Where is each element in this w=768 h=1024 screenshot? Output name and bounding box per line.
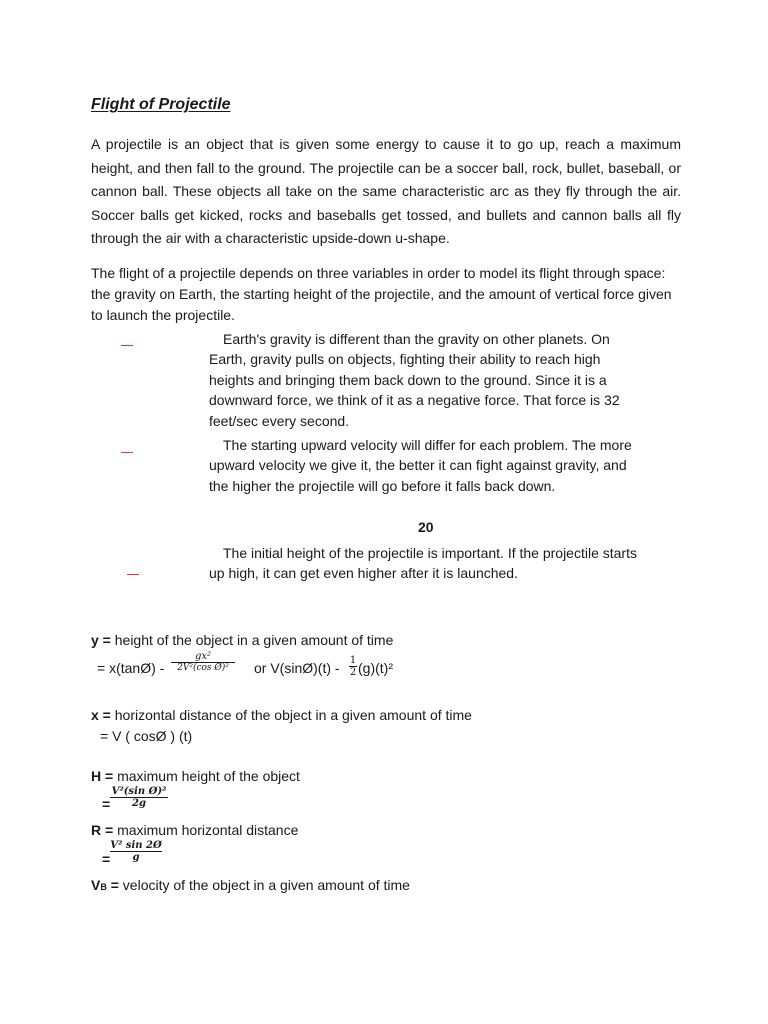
formula-x: = V ( cosØ ) (t) (100, 728, 193, 744)
formula-y-fraction (171, 651, 235, 673)
formula-y-denominator: 2V²(cos Ø)² (177, 663, 229, 673)
symbol-R: R = (91, 822, 114, 838)
definition-R-text: maximum horizontal distance (113, 822, 299, 838)
intro-paragraph: A projectile is an object that is given some energy to cause it to go up, reach a maximum height, and then fall to the ground. The projectile can be a soccer ball, rock, bullet, baseball, or cannon ball. These objects all take on the same characteristic arc as they fly through the air. Soccer balls get kicked, rocks and baseballs get tossed, and bullets and cannon balls all fly through the air with a characteristic upside-down u-shape. (91, 136, 681, 247)
formula-H-equals: = (102, 796, 111, 812)
definition-x-text: horizontal distance of the object in a given amount of time (110, 707, 472, 723)
definition-y (91, 632, 393, 648)
symbol-V-subscript: B (100, 882, 107, 892)
definition-V (91, 877, 410, 893)
half-numerator: 1 (349, 655, 357, 666)
definition-H (91, 768, 300, 784)
page-title: Flight of Projectile (91, 96, 231, 113)
formula-H-fraction (110, 786, 168, 809)
variables-paragraph: The flight of a projectile depends on three variables in order to model its flight through space: the gravity on Earth, the starting height of the projectile, and the amount of vertical force given to launch the projectile. (91, 265, 672, 324)
bullet-gravity: Earth's gravity is different than the gravity on other planets. On Earth, gravity pulls on objects, fighting their ability to reach high heights and bringing them back down to the ground. Since it is a downward force, we think of it as a negative force. That force is 32 feet/sec every second. (209, 331, 620, 429)
symbol-V-equals: = (106, 877, 119, 893)
bullet-dash-2 (121, 452, 133, 453)
bullet-dash-1 (121, 345, 133, 346)
symbol-V: V (91, 877, 101, 893)
definition-H-text: maximum height of the object (113, 768, 300, 784)
definition-V-text: velocity of the object in a given amount of time (118, 877, 410, 893)
half-denominator: 2 (349, 667, 357, 678)
symbol-y: y = (91, 632, 111, 648)
formula-R-numerator: V² sin 2Ø (110, 840, 162, 851)
formula-y-numerator: gx² (194, 651, 212, 662)
formula-R-fraction (110, 840, 162, 863)
formula-half-fraction (349, 655, 357, 678)
symbol-H: H = (91, 768, 114, 784)
formula-y-alternative: or V(sinØ)(t) - (254, 660, 340, 676)
formula-y-lead: = x(tanØ) - (97, 660, 165, 676)
formula-H-numerator: V²(sin Ø)² (111, 786, 167, 797)
symbol-x: x = (91, 707, 111, 723)
definition-x (91, 707, 472, 723)
bullet-dash-3 (127, 574, 139, 575)
page-number: 20 (418, 519, 434, 535)
bullet-velocity: The starting upward velocity will differ for each problem. The more upward velocity we give it, the better it can fight against gravity, and the higher the projectile will go before it falls back down. (209, 437, 632, 494)
formula-R-denominator: g (132, 852, 140, 863)
formula-y-tail: (g)(t)² (358, 660, 393, 676)
bullet-height: The initial height of the projectile is important. If the projectile starts up high, it can get even higher after it is launched. (209, 545, 637, 582)
formula-H-denominator: 2g (132, 798, 146, 809)
formula-R-equals: = (102, 851, 111, 867)
definition-y-text: height of the object in a given amount of time (110, 632, 394, 648)
definition-R (91, 822, 298, 838)
